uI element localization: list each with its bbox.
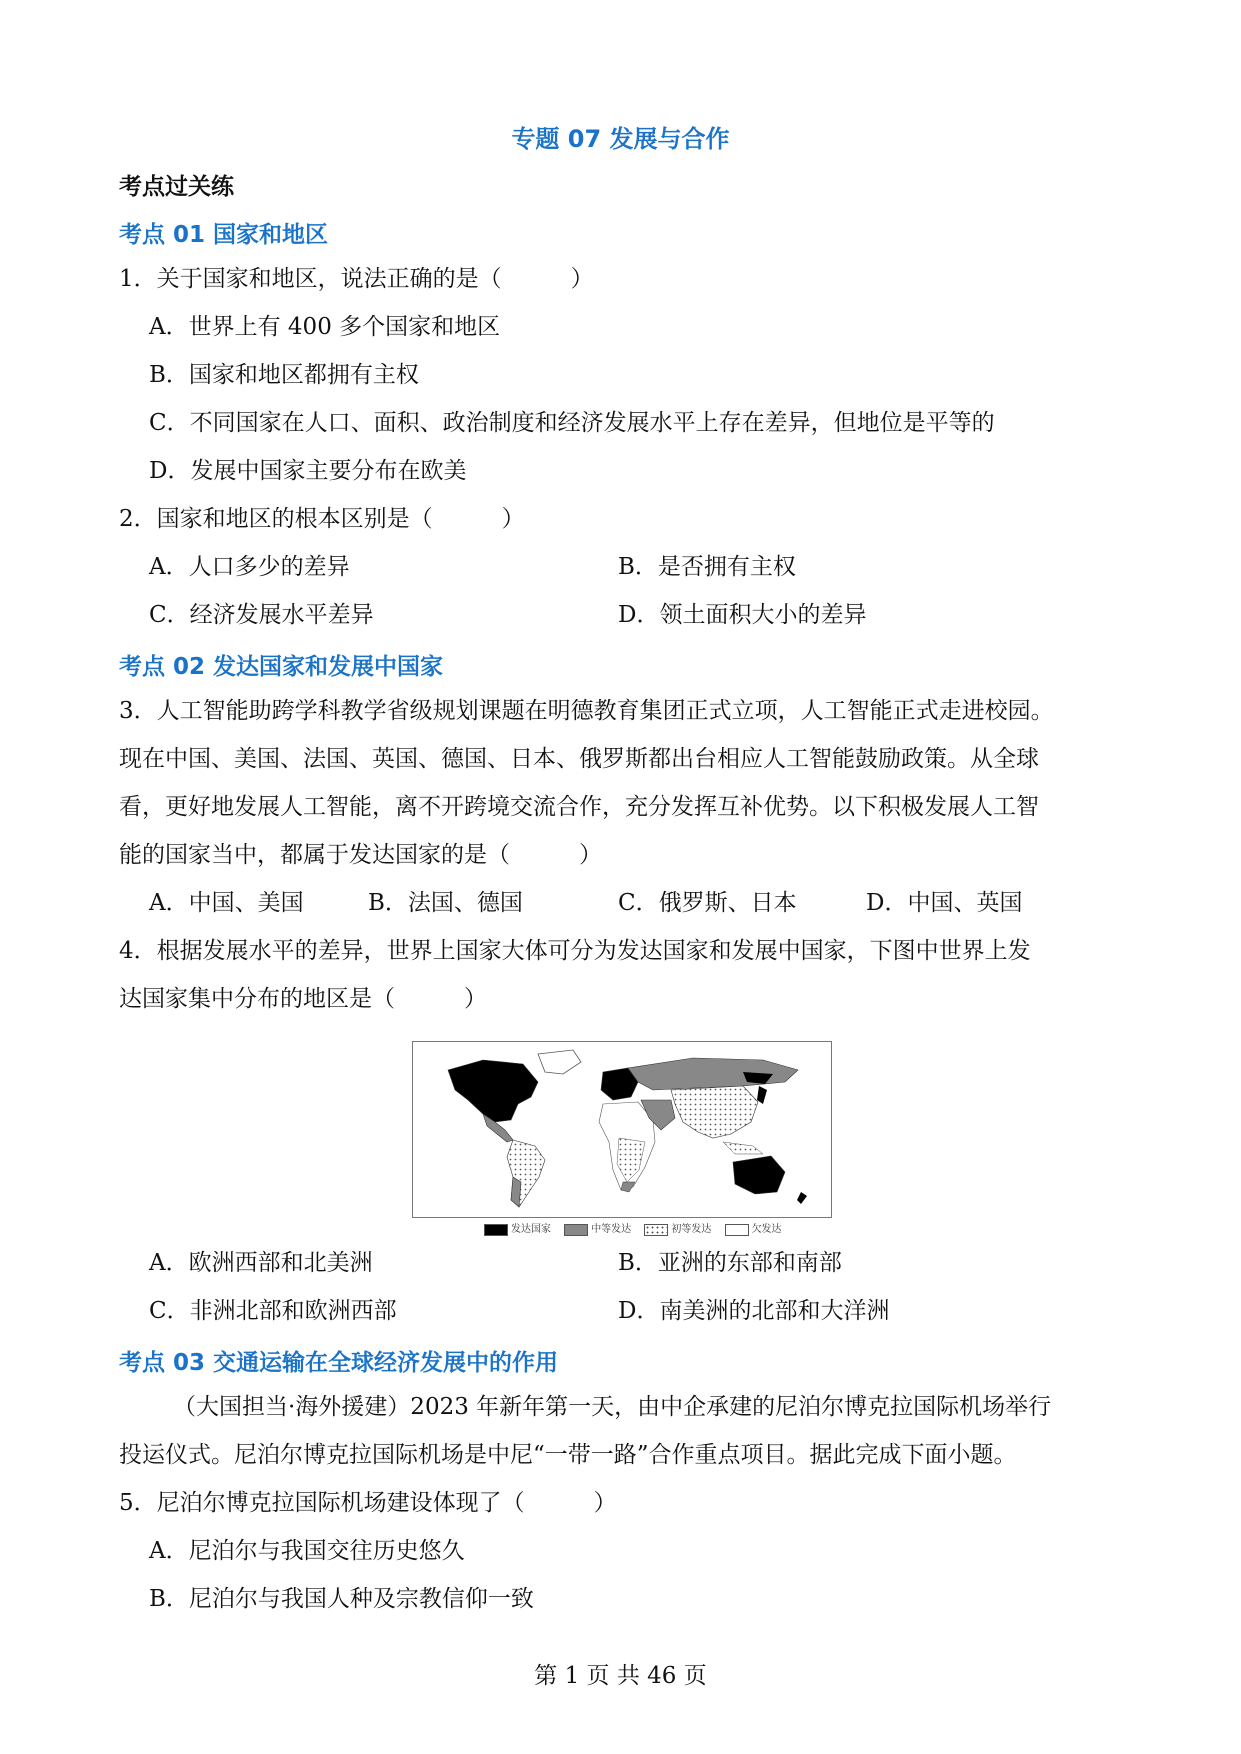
legend-label-middle: 中等发达 [591,1224,632,1235]
question-3-option-a: A．中国、美国 [149,890,304,916]
question-5-stem: 5．尼泊尔博克拉国际机场建设体现了（ ） [119,1490,617,1516]
question-2-option-b: B．是否拥有主权 [618,554,796,580]
passage-line-1: （大国担当·海外援建）2023 年新年第一天，由中企承建的尼泊尔博克拉国际机场举行 [173,1394,1052,1420]
legend-item-developed [484,1222,551,1238]
question-3-line-3: 看，更好地发展人工智能，离不开跨境交流合作，充分发挥互补优势。以下积极发展人工智 [119,794,1039,820]
world-map-image [413,1042,831,1217]
question-5-option-b: B．尼泊尔与我国人种及宗教信仰一致 [149,1586,534,1612]
question-3-option-d: D．中国、英国 [866,890,1023,916]
question-4-option-c: C．非洲北部和欧洲西部 [149,1298,397,1324]
legend-label-underdeveloped: 欠发达 [751,1224,782,1235]
question-2-option-a: A．人口多少的差异 [149,554,350,580]
question-1-option-d: D．发展中国家主要分布在欧美 [149,458,467,484]
question-3-line-4: 能的国家当中，都属于发达国家的是（ ） [119,842,602,868]
legend-swatch-gray [564,1224,588,1236]
question-3-option-c: C．俄罗斯、日本 [618,890,797,916]
question-2-stem: 2．国家和地区的根本区别是（ ） [119,506,525,532]
legend-swatch-white [725,1224,749,1236]
question-4-line-1: 4．根据发展水平的差异，世界上国家大体可分为发达国家和发展中国家，下图中世界上发 [119,938,1031,964]
legend-swatch-dotted [644,1224,668,1236]
question-3-line-1: 3．人工智能助跨学科教学省级规划课题在明德教育集团正式立项，人工智能正式走进校园。 [119,698,1054,724]
legend-label-developed: 发达国家 [511,1224,551,1235]
legend-swatch-black [484,1224,508,1236]
question-3-line-2: 现在中国、美国、法国、英国、德国、日本、俄罗斯都出台相应人工智能鼓励政策。从全球 [119,746,1039,772]
question-1-stem: 1．关于国家和地区，说法正确的是（ ） [119,266,594,292]
question-4-option-d: D．南美洲的北部和大洋洲 [618,1298,890,1324]
page-title: 专题 07 发展与合作 [511,125,730,153]
section-heading-main: 考点过关练 [119,174,234,200]
question-4-option-b: B．亚洲的东部和南部 [618,1250,842,1276]
question-1-option-b: B．国家和地区都拥有主权 [149,362,419,388]
question-5-option-a: A．尼泊尔与我国交往历史悠久 [149,1538,465,1564]
map-legend [484,1222,792,1238]
passage-line-2: 投运仪式。尼泊尔博克拉国际机场是中尼“一带一路”合作重点项目。据此完成下面小题。 [119,1442,1017,1468]
legend-item-primary [644,1222,711,1238]
section-heading-1: 考点 01 国家和地区 [119,222,329,248]
question-4-option-a: A．欧洲西部和北美洲 [149,1250,373,1276]
question-2-option-c: C．经济发展水平差异 [149,602,374,628]
question-2-option-d: D．领土面积大小的差异 [618,602,867,628]
question-3-option-b: B．法国、德国 [368,890,523,916]
question-1-option-c: C．不同国家在人口、面积、政治制度和经济发展水平上存在差异，但地位是平等的 [149,410,995,436]
legend-item-underdeveloped [725,1222,782,1238]
page-footer: 第 1 页 共 46 页 [534,1663,707,1689]
question-1-option-a: A．世界上有 400 多个国家和地区 [149,314,501,340]
section-heading-2: 考点 02 发达国家和发展中国家 [119,654,444,680]
question-4-line-2: 达国家集中分布的地区是（ ） [119,986,487,1012]
legend-label-primary: 初等发达 [671,1224,712,1235]
section-heading-3: 考点 03 交通运输在全球经济发展中的作用 [119,1350,559,1376]
world-development-map [412,1041,832,1218]
legend-item-middle [564,1222,631,1238]
